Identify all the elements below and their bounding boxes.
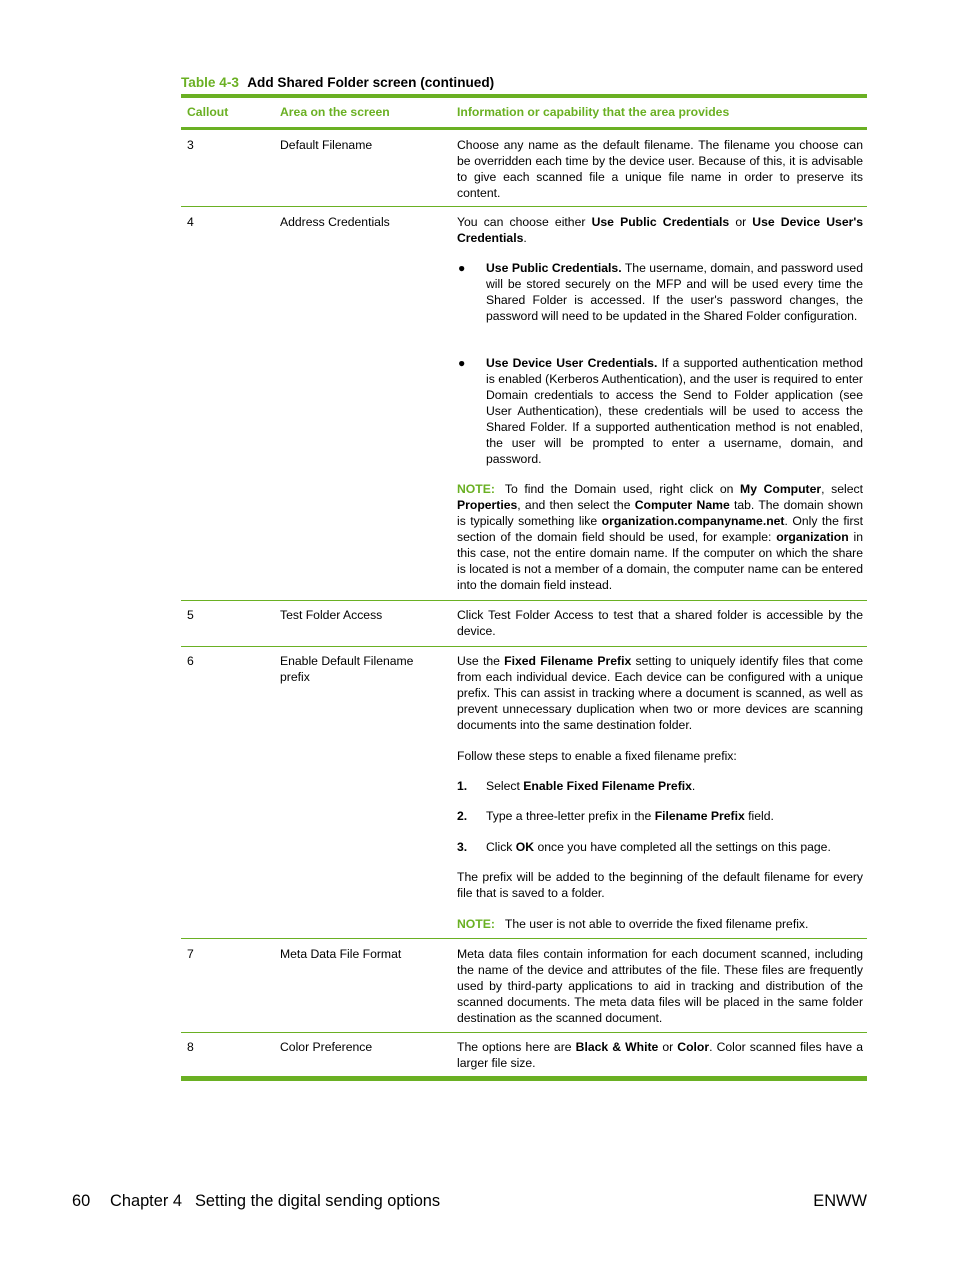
row-5-callout: 5 xyxy=(187,608,194,622)
row-8-info: The options here are Black & White or Color. Color scanned files have a larger file size. xyxy=(457,1040,863,1070)
row-4-bullet-device: Use Device User Credentials. If a supported authentication method is enabled (Kerberos Authentication), and the user is required to enter Domain credentials to access the Send to Folder application (see User Authentication), these credentials will be used to access the Shared Folder. If a supported authentication method is not enabled, the user will be prompted to enter a username, domain, and password. xyxy=(486,356,863,466)
row-4-callout: 4 xyxy=(187,215,194,229)
row-divider xyxy=(181,646,867,647)
row-6-note: NOTE: The user is not able to override the fixed filename prefix. xyxy=(457,917,809,931)
row-4-note: NOTE: To find the Domain used, right click on My Computer, select Properties, and then select the Computer Name tab. The domain shown is typically something like organization.companyname.net. Only the first section of the domain field should be used, for example: organization in this case, not the entire domain name. If the computer on which the share is located is not a member of a domain, the computer name can be entered into the domain field instead. xyxy=(457,482,864,592)
footer-chapter: Chapter 4 xyxy=(110,1192,182,1210)
step-1-number: 1. xyxy=(457,779,468,793)
row-divider xyxy=(181,600,867,601)
note-label: NOTE: xyxy=(457,917,495,931)
row-6-area: Enable Default Filename prefix xyxy=(280,654,414,684)
step-2-text: Type a three-letter prefix in the Filename Prefix field. xyxy=(486,809,774,823)
table-top-rule xyxy=(181,94,867,98)
row-divider xyxy=(181,1032,867,1033)
row-6-callout: 6 xyxy=(187,654,194,668)
bullet-icon: ● xyxy=(458,261,466,275)
row-3-area: Default Filename xyxy=(280,138,373,152)
row-4-bullet-public: Use Public Credentials. The username, domain, and password used will be stored securely on the MFP and will be used every time the Shared Folder is accessed. If the user's password changes, the password will need to be updated in the Shared Folder configuration. xyxy=(486,261,863,323)
row-3-info: Choose any name as the default filename. The filename you choose can be overridden each time by the device user. Because of this, it is advisable to give each scanned file a unique file name in order to preserve its content. xyxy=(457,138,863,200)
table-bottom-rule xyxy=(181,1076,867,1081)
table-title: Add Shared Folder screen (continued) xyxy=(247,75,495,90)
step-2-number: 2. xyxy=(457,809,468,823)
row-divider xyxy=(181,206,867,207)
row-5-info: Click Test Folder Access to test that a shared folder is accessible by the device. xyxy=(457,608,863,638)
note-label: NOTE: xyxy=(457,482,495,496)
header-information: Information or capability that the area provides xyxy=(457,105,730,119)
bullet-icon: ● xyxy=(458,356,466,370)
header-rule xyxy=(181,127,867,130)
table-caption xyxy=(181,75,494,90)
table-number: Table 4-3 xyxy=(181,75,239,90)
row-7-callout: 7 xyxy=(187,947,194,961)
footer-chapter-title: Setting the digital sending options xyxy=(195,1192,441,1210)
row-3-callout: 3 xyxy=(187,138,194,152)
row-8-area: Color Preference xyxy=(280,1040,373,1054)
row-6-p1: Use the Fixed Filename Prefix setting to uniquely identify files that come from each individual device. Each device can be configured with a unique prefix. This can assist in tracking where a document is scanned, as well as prevent unnecessary duplication when two or more devices are scanning documents into the same destination folder. xyxy=(457,654,864,732)
row-5-area: Test Folder Access xyxy=(280,608,383,622)
page-number: 60 xyxy=(72,1192,91,1210)
row-6-p2: Follow these steps to enable a fixed filename prefix: xyxy=(457,749,737,763)
row-4-intro: You can choose either Use Public Credentials or Use Device User's Credentials. xyxy=(457,215,864,245)
row-4-area: Address Credentials xyxy=(280,215,390,229)
step-3-number: 3. xyxy=(457,840,468,854)
step-3-text: Click OK once you have completed all the settings on this page. xyxy=(486,840,831,854)
header-area: Area on the screen xyxy=(280,105,390,119)
row-divider xyxy=(181,938,867,939)
footer-locale: ENWW xyxy=(813,1192,867,1210)
row-7-info: Meta data files contain information for each document scanned, including the name of the device and attributes of the file. These files are frequently used by third-party applications to aid in tracking and distribution of the scanned documents. The meta data files will be placed in the same folder destination as the scanned document. xyxy=(457,947,863,1025)
row-8-callout: 8 xyxy=(187,1040,194,1054)
header-callout: Callout xyxy=(187,105,229,119)
step-1-text: Select Enable Fixed Filename Prefix. xyxy=(486,779,696,793)
row-6-p3: The prefix will be added to the beginning of the default filename for every file that is saved to a folder. xyxy=(457,870,863,900)
row-7-area: Meta Data File Format xyxy=(280,947,402,961)
